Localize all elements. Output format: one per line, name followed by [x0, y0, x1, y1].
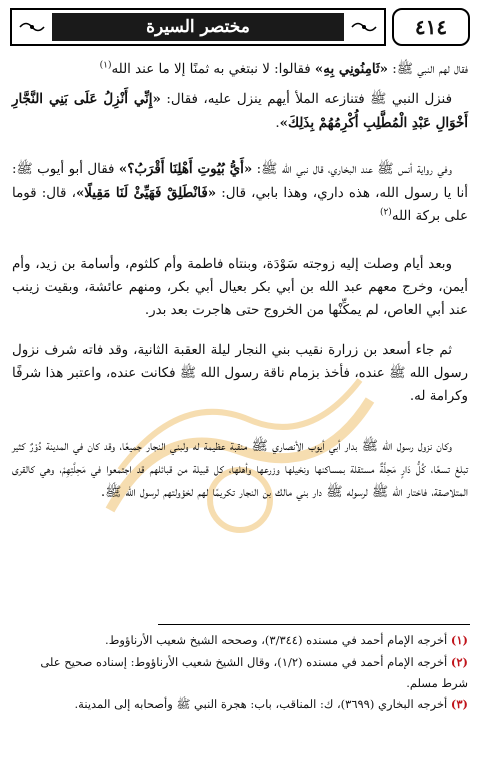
text: ، قال: قوما على بركة الله	[12, 185, 468, 224]
page-number: ٤١٤	[414, 15, 448, 39]
footnote-3	[12, 694, 468, 715]
hadith-quote: «أَيُّ بُيُوتِ أَهْلِنَا أَقْرَبُ؟»	[118, 161, 253, 177]
footnote-text: أخرجه الإمام أحمد في مسنده (١/٢)، وقال الشيخ شعيب الأرناؤوط: إسناده صحيح على شرط مسلم.	[40, 655, 468, 690]
ornament-right-icon	[350, 20, 378, 34]
footnote-1	[12, 630, 468, 651]
hadith-quote: «فَانْطَلِقْ فَهَيِّئْ لَنَا مَقِيلًا»	[75, 184, 217, 201]
paragraph-5	[12, 340, 468, 408]
text: وبعد أيام وصلت إليه زوجته سَوْدَة، وبنتاه فاطمة وأم كلثوم، وأسامة بن زيد، وأم أيمن، وخرج معهم عبد الله بن أبي بكر بعيال أبي بكر، ومنهم عائشة، وبقيت زينب عند أبي العاص، لم يمكِّنْها من الخروج حتى هاجرت بعد بدر.	[12, 257, 468, 318]
text: .	[275, 115, 280, 131]
text: ثم جاء أسعد بن زرارة نقيب بني النجار ليلة العقبة الثانية، وقد فاته شرف نزول رسول الله ﷺ عنده، فأخذ بزمام ناقة رسول الله ﷺ فكانت عنده، واعتبر هذا شرفًا وكرامة له.	[12, 343, 468, 404]
footnote-number: (٢)	[450, 655, 468, 669]
hadith-quote: «ثَامِنُونِي بِهِ»	[314, 61, 389, 77]
footnote-number: (٣)	[450, 697, 468, 711]
paragraph-4	[12, 254, 468, 322]
footnote-divider	[158, 624, 470, 625]
paragraph-6	[12, 436, 468, 504]
page-header	[10, 6, 470, 46]
hadith-quote: «إِنِّي أَنْزِلُ عَلَى بَنِي النَّجَّارِ أَخْوَالِ عَبْدِ الْمُطَّلِبِ أُكْرِمُهُمْ بِذَلِكَ»	[12, 91, 468, 131]
text: وكان نزول رسول الله ﷺ بدار أبي أيوب الأنصاري ﷺ منقبة عظيمة له ولبني النجار جميعًا، وقد كان في المدينة دُوْرٌ كثير تبلغ تسعًا، كُلُّ دَارٍ مَحِلَّةٌ مستقلة بمساكنها ونخيلها وزرعها وأهلها، كل قبيلة من قبائلهم قد اجتمعوا في مَحِلَّتِهِمْ، وهي كالقرى المتلاصقة، فاختار الله ﷺ لرسوله ﷺ دار بني مالك بن النجار تكريمًا لهم لخؤولتهم لرسول الله ﷺ.	[12, 439, 468, 500]
running-title-box	[10, 8, 386, 46]
footnote-ref: (٢)	[379, 207, 392, 218]
paragraph-1	[12, 58, 468, 82]
text: فنزل النبي ﷺ فتنازعه الملأ أيهم ينزل عليه، فقال:	[160, 92, 453, 107]
paragraph-2	[12, 88, 468, 136]
running-title: مختصر السيرة	[52, 13, 344, 41]
paragraph-3	[12, 158, 468, 228]
footnote-2	[12, 652, 468, 694]
page-number-box	[392, 8, 470, 46]
footnote-text: أخرجه الإمام أحمد في مسنده (٣/٣٤٤)، وصححه الشيخ شعيب الأرناؤوط.	[105, 633, 448, 647]
text: فقال أبو أيوب ﷺ: أنا يا رسول الله، هذه داري، وهذا بابي، قال:	[12, 162, 468, 201]
text: فقالوا: لا نبتغي به ثمنًا إلا ما عند الله	[111, 62, 315, 77]
text: فقال لهم النبي ﷺ:	[388, 62, 468, 77]
ornament-left-icon	[18, 20, 46, 34]
footnote-number: (١)	[450, 633, 468, 647]
footnote-ref: (١)	[99, 60, 112, 71]
footnote-text: أخرجه البخاري (٣٦٩٩)، ك: المناقب، باب: هجرة النبي ﷺ وأصحابه إلى المدينة.	[74, 697, 448, 711]
text: وفي رواية أنس ﷺ عند البخاري، قال نبي الله ﷺ:	[252, 162, 452, 177]
